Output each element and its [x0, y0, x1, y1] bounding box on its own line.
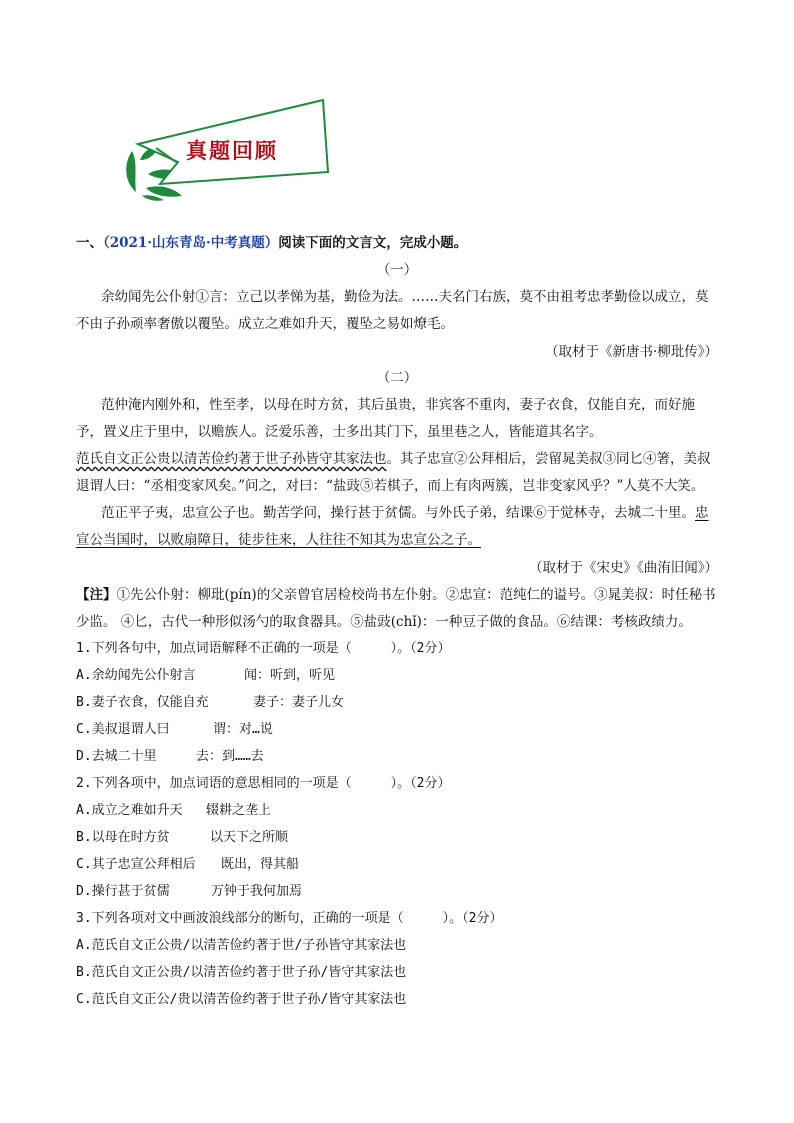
question-instruction: 阅读下面的文言文，完成小题。	[278, 235, 468, 251]
question-header	[76, 234, 467, 252]
option-label: B.以母在时方贫	[76, 830, 170, 845]
question-stem: 1.下列各句中，加点词语解释不正确的一项是（ ）。（2分）	[76, 641, 451, 656]
underlined-text: 宣公当国时，以败扇障日，徒步往来，人往往不知其为忠宣公之子。	[76, 532, 481, 548]
option-explain: 谓：对…说	[213, 722, 273, 737]
passage2-heading: （二）	[376, 370, 418, 386]
passage1-line: 余幼闻先公仆射①言：立己以孝悌为基，勤俭为法。……夫名门右族，莫不由祖考忠孝勤俭以成立，莫	[101, 289, 709, 305]
question-stem: 2.下列各项中，加点词语的意思相同的一项是（ ）。（2分）	[76, 776, 451, 791]
banner-title: 真题回顾	[186, 138, 278, 163]
notes-text: ①先公仆射：柳玭(pín)的父亲曾官居检校尚书左仆射。②忠宣：范纯仁的谥号。③晁美叔：时任秘书	[116, 587, 716, 603]
option-label: C.其子忠宣公拜相后	[76, 857, 196, 872]
option-explain: 万钟于我何加焉	[211, 884, 303, 899]
option-label: D.操行甚于贫儒	[76, 884, 170, 899]
option-label: B.妻子衣食，仅能自充	[76, 695, 209, 710]
option-explain: 妻子：妻子儿女	[253, 695, 345, 710]
passage2-source: （取材于《宋史》《曲洧旧闻》）	[529, 560, 718, 576]
notes-line	[76, 586, 716, 604]
passage2-text: 。其子忠宣②公拜相后，尝留晁美叔③同匕④箸，美叔	[386, 451, 711, 467]
passage2-line: 范仲淹内刚外和，性至孝，以母在时方贫，其后虽贵，非宾客不重肉，妻子衣食，仅能自充，而好施	[101, 397, 695, 413]
option-label: A.范氏自文正公贵/以清苦俭约著于世/子孙皆守其家法也	[76, 938, 407, 953]
notes-label: 【注】	[76, 587, 117, 603]
option-label: D.去城二十里	[76, 749, 157, 764]
passage2-line: 退谓人曰：“丞相变家风矣。”问之，对曰：“盐豉⑤若棋子，而上有肉两簇，岂非变家风乎？”人莫不大笑。	[76, 478, 705, 494]
passage2-line	[76, 450, 711, 468]
passage1-line: 不由子孙顽率奢傲以覆坠。成立之难如升天，覆坠之易如燎毛。	[76, 316, 454, 332]
question-prefix: 一、	[76, 235, 103, 251]
option-label: C.范氏自文正公/贵以清苦俭约著于世子孙/皆守其家法也	[76, 992, 407, 1007]
option-label: A.余幼闻先公仆射言	[76, 668, 196, 683]
option-explain: 闻：听到，听见	[244, 668, 336, 683]
question-stem: 3.下列各项对文中画波浪线部分的断句，正确的一项是（ ）。（2分）	[76, 911, 503, 926]
wavy-underlined-text: 范氏自文正公贵以清苦俭约著于世子孙皆守其家法也	[76, 451, 387, 467]
passage2-line	[101, 504, 709, 522]
notes-line: 少监。 ④匕，古代一种形似汤勺的取食器具。⑤盐豉(chǐ)：一种豆子做的食品。⑥结课：考核政绩力。	[76, 614, 692, 630]
option-explain: 既出，得其船	[221, 857, 300, 872]
option-explain: 以天下之所顺	[210, 830, 289, 845]
passage2-line: 予，置义庄于里中，以赡族人。泛爱乐善，士多出其门下，虽里巷之人，皆能道其名字。	[76, 424, 603, 440]
underlined-text: 忠	[695, 505, 709, 521]
option-explain: 去：到……去	[196, 749, 264, 764]
passage1-source: （取材于《新唐书·柳玭传》）	[544, 344, 718, 360]
option-label: A.成立之难如升天	[76, 803, 183, 818]
passage2-text: 范正平子夷，忠宣公子也。勤苦学问，操行甚于贫儒。与外氏子弟，结课⑥于觉林寺，去城二十里。	[101, 505, 695, 521]
question-source: （2021·山东青岛·中考真题）	[103, 235, 279, 251]
option-explain: 辍耕之垄上	[206, 803, 272, 818]
option-label: C.美叔退谓人曰	[76, 722, 170, 737]
passage1-heading: （一）	[376, 262, 418, 278]
option-label: B.范氏自文正公贵/以清苦俭约著于世子孙/皆守其家法也	[76, 965, 407, 980]
